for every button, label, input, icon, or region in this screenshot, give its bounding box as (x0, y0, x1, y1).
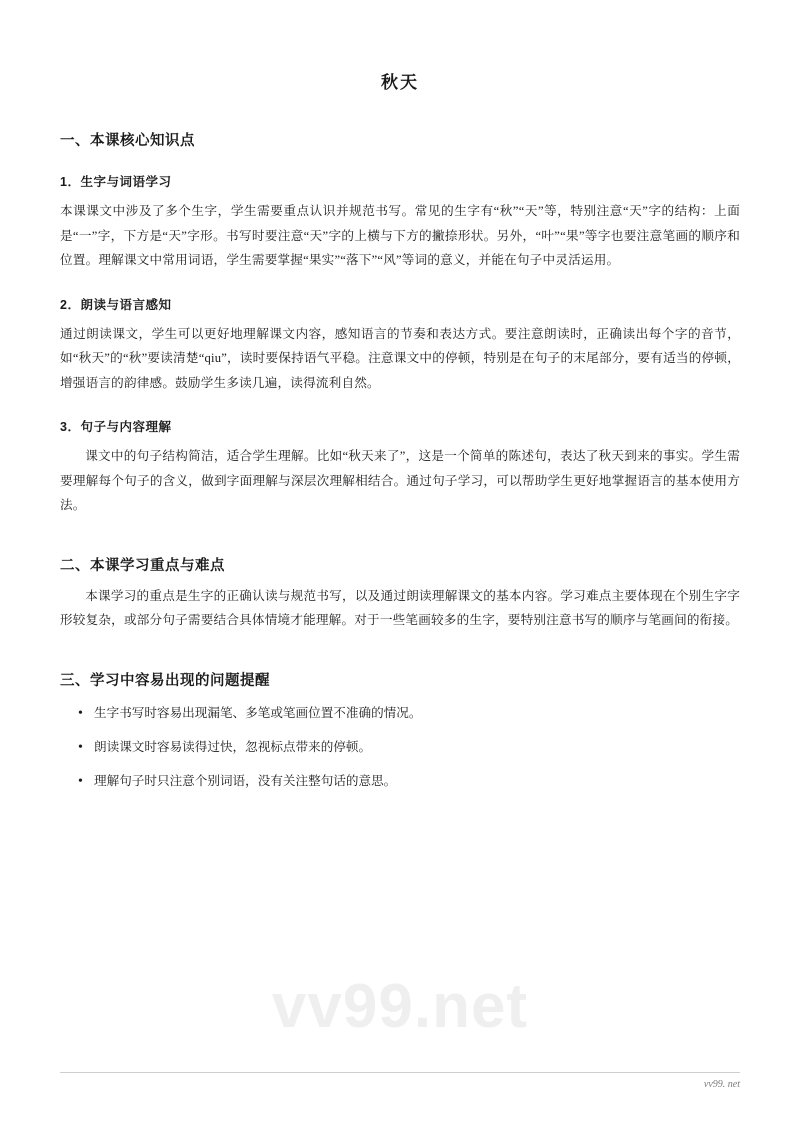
page-title: 秋天 (381, 73, 419, 92)
section-heading-3: 三、学习中容易出现的问题提醒 (60, 673, 270, 690)
subsection-paragraph-1-1: 本课课文中涉及了多个生字，学生需要重点认识并规范书写。常见的生字有“秋”“天”等，特别注意“天”字的结构：上面是“一”字，下方是“天”字形。书写时要注意“天”字的上横与下方的撇捺形状。另外，“叶”“果”等字也要注意笔画的顺序和位置。理解课文中常用词语，学生需要掌握“果实”“落下”“风”等词的意义，并能在句子中灵活运用。 (60, 204, 740, 268)
footer-text: vv99. net (703, 1079, 740, 1090)
list-item: • 生字书写时容易出现漏笔、多笔或笔画位置不准确的情况。 (78, 702, 740, 726)
subsection-paragraph-1-3: 课文中的句子结构简洁，适合学生理解。比如“秋天来了”，这是一个简单的陈述句，表达了秋天到来的事实。学生需要理解每个句子的含义，做到字面理解与深层次理解相结合。通过句子学习，可以帮助学生更好地掌握语言的基本使用方法。 (60, 449, 740, 513)
subsection-heading-1-2: 2．朗读与语言感知 (60, 297, 172, 312)
watermark: vv99.net (271, 972, 529, 1041)
section-heading-1: 一、本课核心知识点 (60, 133, 195, 149)
page-footer (60, 1072, 740, 1090)
problem-reminder-list (60, 702, 740, 794)
subsection-heading-1-1: 1．生字与词语学习 (60, 175, 172, 189)
subsection-heading-1-3: 3．句子与内容理解 (60, 420, 172, 435)
footer-divider (60, 1072, 740, 1073)
subsection-paragraph-1-2: 通过朗读课文，学生可以更好地理解课文内容，感知语言的节奏和表达方式。要注意朗读时，正确读出每个字的音节，如“秋天”的“秋”要读清楚“qiu”，读时要保持语气平稳。注意课文中的停顿，特别是在句子的末尾部分，要有适当的停顿，增强语言的韵律感。鼓励学生多读几遍，读得流利自然。 (60, 326, 740, 390)
list-item: • 理解句子时只注意个别词语，没有关注整句话的意思。 (78, 770, 740, 794)
section-heading-2: 二、本课学习重点与难点 (60, 557, 225, 574)
list-item: • 朗读课文时容易读得过快，忽视标点带来的停顿。 (78, 736, 740, 760)
section-paragraph-2: 本课学习的重点是生字的正确认读与规范书写，以及通过朗读理解课文的基本内容。学习难点主要体现在个别生字字形较复杂，或部分句子需要结合具体情境才能理解。对于一些笔画较多的生字，要特别注意书写的顺序与笔画间的衔接。 (60, 588, 740, 628)
